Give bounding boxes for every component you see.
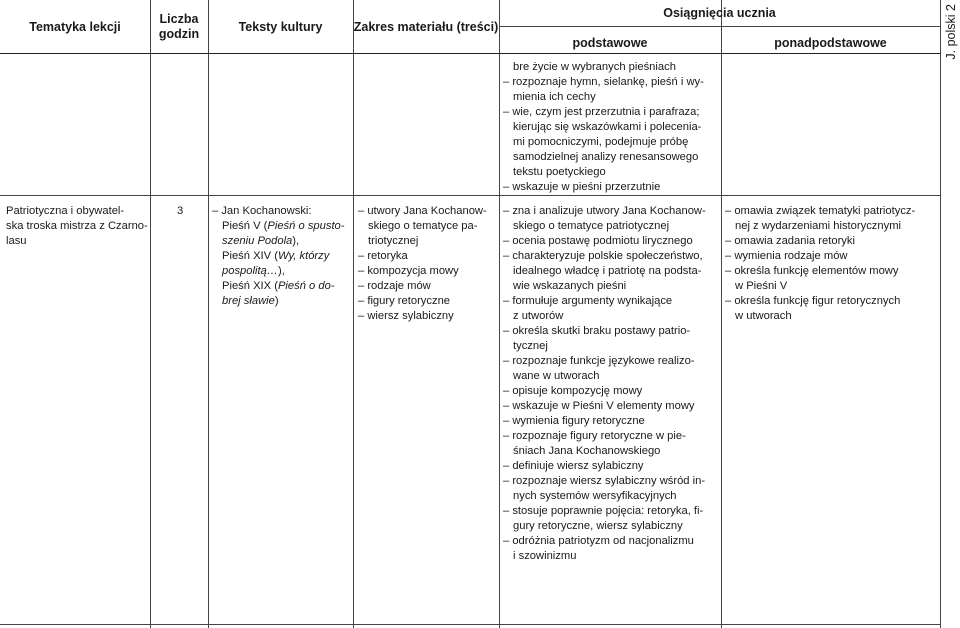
row-tematyka: [6, 204, 148, 249]
teksty-line: Pieśń XIX (Pieśń o do-: [222, 280, 335, 292]
continuation-line: mi pomocniczymi, podejmuje próbę: [513, 136, 689, 148]
tematyka-line: Patriotyczna i obywatel-: [6, 205, 125, 217]
tematyka-line: lasu: [6, 235, 27, 247]
continuation-line: samodzielnej analizy renesansowego: [513, 151, 699, 163]
tematyka-line: ska troska mistrza z Czarno-: [6, 220, 148, 232]
podstawowe-line: tycznej: [513, 340, 548, 352]
zakres-line: – retoryka: [358, 250, 408, 262]
podstawowe-line: – odróżnia patriotyzm od nacjonalizmu: [503, 535, 694, 547]
row-ponadpodstawowe: [725, 204, 915, 324]
ponadpodstawowe-line: w utworach: [735, 310, 792, 322]
header-tematyka: Tematyka lekcji: [29, 20, 121, 34]
zakres-line: – utwory Jana Kochanow-: [358, 205, 487, 217]
header-osiagniecia: Osiągnięcia ucznia: [663, 6, 776, 20]
podstawowe-line: – określa skutki braku postawy patrio-: [503, 325, 691, 337]
row-teksty: [212, 204, 345, 309]
header-ponadpodstawowe: ponadpodstawowe: [774, 36, 887, 50]
osiagniecia-rule: [499, 26, 940, 27]
teksty-line: brej sławie): [222, 295, 279, 307]
continuation-line: – wskazuje w pieśni przerzutnie: [503, 181, 661, 193]
continuation-text: [503, 60, 704, 195]
row-divider: [0, 195, 940, 196]
subject-side-label: J. polski 2: [944, 4, 958, 60]
podstawowe-line: nych systemów wersyfikacyjnych: [513, 490, 677, 502]
row-hours: 3: [177, 205, 184, 217]
header-bottom-rule: [0, 53, 940, 54]
header-liczba-godzin: Liczba godzin: [158, 12, 200, 41]
col-divider: [721, 0, 722, 628]
ponadpodstawowe-line: – omawia zadania retoryki: [725, 235, 855, 247]
teksty-line: pospolitą…),: [222, 265, 285, 277]
col-divider: [150, 0, 151, 628]
row-zakres: [358, 204, 487, 324]
teksty-line: Pieśń V (Pieśń o spusto-: [222, 220, 345, 232]
col-divider: [208, 0, 209, 628]
podstawowe-line: śniach Jana Kochanowskiego: [513, 445, 661, 457]
table-bottom-rule: [0, 624, 940, 625]
header-podstawowe: podstawowe: [572, 36, 648, 50]
ponadpodstawowe-line: – określa funkcję figur retorycznych: [725, 295, 901, 307]
teksty-line: szeniu Podola),: [222, 235, 300, 247]
podstawowe-line: – rozpoznaje wiersz sylabiczny wśród in-: [503, 475, 706, 487]
podstawowe-line: – wymienia figury retoryczne: [503, 415, 645, 427]
podstawowe-line: – rozpoznaje figury retoryczne w pie-: [503, 430, 686, 442]
zakres-line: – figury retoryczne: [358, 295, 451, 307]
podstawowe-line: – ocenia postawę podmiotu lirycznego: [503, 235, 693, 247]
podstawowe-line: – formułuje argumenty wynikające: [503, 295, 673, 307]
podstawowe-line: skiego o tematyce patriotycznej: [513, 220, 670, 232]
ponadpodstawowe-line: nej z wydarzeniami historycznymi: [735, 220, 901, 232]
zakres-line: skiego o tematyce pa-: [368, 220, 478, 232]
podstawowe-line: wane w utworach: [513, 370, 600, 382]
continuation-line: mienia ich cechy: [513, 91, 596, 103]
podstawowe-line: wie wskazanych pieśni: [513, 280, 627, 292]
ponadpodstawowe-line: w Pieśni V: [735, 280, 788, 292]
zakres-line: – wiersz sylabiczny: [358, 310, 454, 322]
continuation-line: kierując się wskazówkami i polecenia-: [513, 121, 702, 133]
podstawowe-line: – wskazuje w Pieśni V elementy mowy: [503, 400, 695, 412]
podstawowe-line: – stosuje poprawnie pojęcia: retoryka, fi-: [503, 505, 704, 517]
ponadpodstawowe-line: – wymienia rodzaje mów: [725, 250, 848, 262]
col-divider: [940, 0, 941, 628]
podstawowe-line: gury retoryczne, wiersz sylabiczny: [513, 520, 683, 532]
col-divider: [353, 0, 354, 628]
podstawowe-line: – rozpoznaje funkcje językowe realizo-: [503, 355, 695, 367]
header-teksty: Teksty kultury: [238, 20, 323, 34]
podstawowe-line: – charakteryzuje polskie społeczeństwo,: [503, 250, 703, 262]
col-divider: [499, 0, 500, 628]
podstawowe-line: – opisuje kompozycję mowy: [503, 385, 643, 397]
teksty-line: – Jan Kochanowski:: [212, 205, 312, 217]
podstawowe-line: i szowinizmu: [513, 550, 577, 562]
teksty-line: Pieśń XIV (Wy, którzy: [222, 250, 330, 262]
zakres-line: triotycznej: [368, 235, 419, 247]
ponadpodstawowe-line: – określa funkcję elementów mowy: [725, 265, 899, 277]
row-podstawowe: [503, 204, 706, 564]
zakres-line: – kompozycja mowy: [358, 265, 459, 277]
podstawowe-line: idealnego władcę i patriotę na podsta-: [513, 265, 702, 277]
header-zakres: Zakres materiału (treści): [353, 20, 499, 34]
podstawowe-line: – zna i analizuje utwory Jana Kochanow-: [503, 205, 706, 217]
podstawowe-line: z utworów: [513, 310, 564, 322]
continuation-line: – rozpoznaje hymn, sielankę, pieśń i wy-: [503, 76, 704, 88]
continuation-line: – wie, czym jest przerzutnia i parafraza;: [503, 106, 700, 118]
continuation-line: tekstu poetyckiego: [513, 166, 606, 178]
continuation-line: bre życie w wybranych pieśniach: [513, 61, 676, 73]
ponadpodstawowe-line: – omawia związek tematyki patriotycz-: [725, 205, 916, 217]
zakres-line: – rodzaje mów: [358, 280, 431, 292]
podstawowe-line: – definiuje wiersz sylabiczny: [503, 460, 644, 472]
